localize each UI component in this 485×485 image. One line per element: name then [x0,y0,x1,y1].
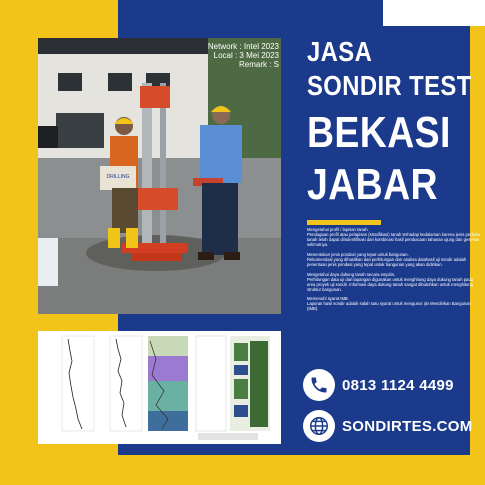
phone-number[interactable]: 0813 1124 4499 [342,376,454,394]
description-body: Perhitungan data uji dari lapangan digunakan untuk menghitung daya dukung tanah pada area proyek uji sondir. Informasi daya dukung tanah sangat dibutuhkan untuk menghitung struktur bangunan. [307,276,474,292]
headline-line-1: JASA [307,36,373,67]
globe-icon [303,410,335,442]
description-item [307,272,482,292]
description-body: Rekomendasi yang dihasilkan dari perhitungan dan analisa datahasil uji sondir adalah penentuan jenis pondasi yang tepat untuk bangunan yang akan didirikan. [307,256,467,267]
headline-accent-bar [307,220,381,225]
website-contact[interactable] [303,410,473,442]
description-heading: Menentukan jenis pondasi yang tepat untuk bangunan. [307,251,409,257]
overlay-date: Local : 3 Mei 2023 [213,51,279,60]
description-heading: Mengetahui profil / lapisan tanah. [307,227,369,232]
website-url[interactable]: SONDIRTES.COM [342,417,473,435]
headline-line-3: BEKASI [307,108,451,157]
yellow-stripe-right-bottom [383,455,485,485]
sondir-report-chart [38,331,281,444]
description-item [307,296,482,311]
banner-sign-text: DRILLING [106,174,130,180]
white-block-top-right [383,0,485,26]
phone-icon [303,369,335,401]
description-body: Pendugaan profil atau pelapisan (stratifikasi) tanah terhadap kedalaman karena jenis perilaku tanah telah dapat diindentifikasi dari kombinasi hasil pembacaan tahanan ujung dan gesekan selimutnya. [307,232,481,247]
photo-timestamp-overlay [208,42,279,69]
headline-line-2: SONDIR TEST [307,70,472,101]
phone-contact[interactable] [303,369,454,401]
field-photo [38,38,281,314]
description-heading: Mengetahui daya dukung tanah secara empiris. [307,271,396,277]
sondir-report-graphic [38,331,281,444]
headline-line-4: JABAR [307,160,438,209]
description-body: Laporan hasil sondir adalah salah satu syarat untuk mengurus Ijin Mendirikan Bangunan (IMB). [307,301,471,312]
overlay-network: Network : Intel 2023 [207,42,279,51]
overlay-remark: Remark : S [238,60,279,69]
field-photo-illustration [38,38,281,314]
description-block [307,227,482,316]
description-heading: Memenuhi syarat IMB. [307,296,349,302]
description-item [307,252,482,267]
description-item [307,227,482,247]
